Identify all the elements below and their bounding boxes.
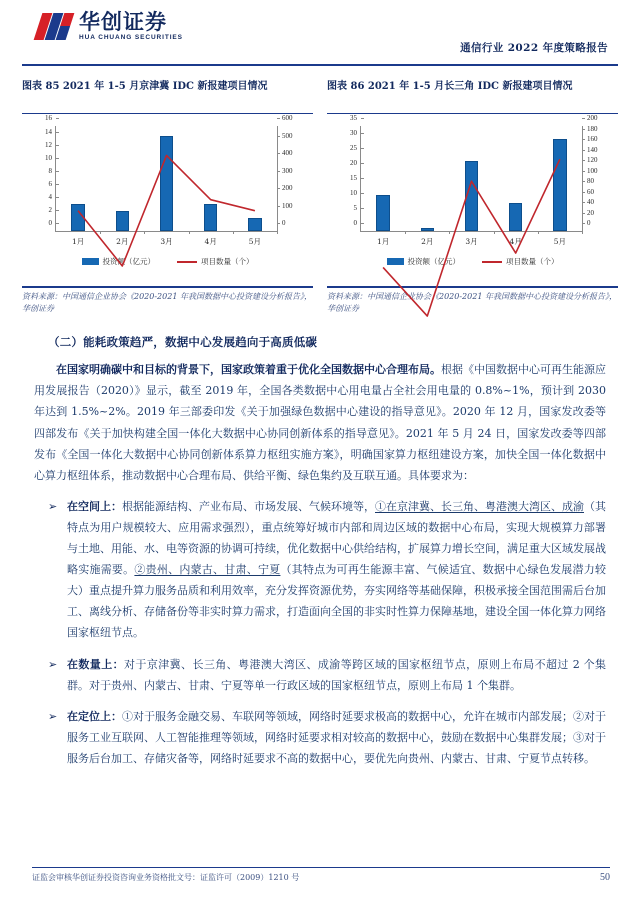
logo-name-cn: 华创证券 <box>79 10 167 34</box>
page-footer <box>0 867 640 883</box>
section-heading: （二）能耗政策趋严，数据中心发展趋向于高质低碳 <box>48 335 318 350</box>
legend-label: 投资额（亿元） <box>102 257 155 267</box>
bullet-positioning-text <box>67 706 606 769</box>
x-axis-tick <box>582 231 583 234</box>
y-axis-tick-left: 25 <box>350 144 361 152</box>
bullet-space-c: （其特点为可再生能源丰富、气候适宜、数据中心绿色发展潜力较大）重点提升算力服务品质和利用效率，充分发挥资源优势，夯实网络等基础保障，积极承接全国范围需后台加工、离线分析、存储备份等非实时算力需求，打造面向全国的非实时性算力保障基地，建设全国一体化算力网络国家枢纽节点。 <box>67 563 607 640</box>
bullet-space-text <box>67 496 606 644</box>
bullet-quantity-lead: 在数量上： <box>67 657 125 671</box>
x-axis-label: 5月 <box>553 237 567 247</box>
bullet-marker-icon: ➢ <box>48 709 58 723</box>
report-title: 通信行业 2022 年度策略报告 <box>460 42 608 54</box>
chart-line-series <box>361 126 582 347</box>
body-content <box>0 316 640 769</box>
bullet-space-underline-b: ②贵州、内蒙古、甘肃、宁夏 <box>134 563 281 577</box>
y-axis-tick-right: 100 <box>582 167 598 175</box>
y-axis-tick-left: 10 <box>45 154 56 162</box>
figure-85-title: 图表 85 2021 年 1-5 月京津冀 IDC 新报建项目情况 <box>22 81 268 92</box>
y-axis-tick-left: 4 <box>49 193 57 201</box>
figure-85 <box>22 80 313 316</box>
x-axis-label: 3月 <box>465 237 478 247</box>
y-axis-tick-left: 14 <box>45 128 56 136</box>
y-axis-tick-left: 0 <box>49 219 57 227</box>
logo-mark-icon <box>38 13 72 40</box>
y-axis-tick-right: 400 <box>277 149 293 157</box>
y-axis-tick-right: 100 <box>277 202 293 210</box>
figure-85-chart <box>22 114 313 286</box>
y-axis-tick-left: 20 <box>350 159 361 167</box>
y-axis-tick-right: 20 <box>582 209 594 217</box>
y-axis-tick-left: 12 <box>45 141 56 149</box>
bullet-space-lead: 在空间上： <box>67 499 122 513</box>
y-axis-tick-right: 120 <box>582 156 598 164</box>
y-axis-tick-left: 10 <box>350 189 361 197</box>
bullet-space-b: （其特点为用户规模较大、应用需求强烈），重点统筹好城市内部和周边区域的数据中心布局，实现大规模算力部署与土地、用能、水、电等资源的协调可持续，优化数据中心供给结构，扩展算力增长空间，满足重大区域发展战略实施需要。 <box>67 499 606 577</box>
bullet-item-positioning <box>34 706 606 769</box>
bullet-space-a: 根据能源结构、产业布局、市场发展、气候环境等， <box>122 499 375 513</box>
y-axis-tick-right: 160 <box>582 135 598 143</box>
y-axis-tick-left: 5 <box>354 204 362 212</box>
figure-86-title: 图表 86 2021 年 1-5 月长三角 IDC 新报建项目情况 <box>327 81 573 92</box>
legend-label: 项目数量（个） <box>506 257 559 267</box>
x-axis-label: 3月 <box>160 237 173 247</box>
y-axis-tick-right: 40 <box>582 198 594 206</box>
x-axis-tick <box>277 231 278 234</box>
y-axis-tick-right: 500 <box>277 132 293 140</box>
figures-row <box>0 66 640 316</box>
y-axis-tick-left: 6 <box>49 180 57 188</box>
x-axis-label: 4月 <box>509 237 522 247</box>
y-axis-tick-right: 60 <box>582 188 594 196</box>
legend-label: 项目数量（个） <box>201 257 254 267</box>
figure-86 <box>327 80 618 316</box>
y-axis-tick-right: 0 <box>582 219 591 227</box>
lead-paragraph <box>34 359 606 486</box>
y-axis-tick-right: 600 <box>277 114 293 122</box>
y-axis-tick-left: 16 <box>45 114 56 122</box>
bullet-positioning-lead: 在定位上： <box>67 709 122 723</box>
y-axis-tick-right: 300 <box>277 167 293 175</box>
figure-85-source: 资料来源：中国通信企业协会《2020-2021 年我国数据中心投资建设分析报告》，华创证券 <box>22 291 312 314</box>
bullet-quantity-a: 对于京津冀、长三角、粤港澳大湾区、成渝等跨区域的国家枢纽节点，原则上布局不超过 2 个集群。对于贵州、内蒙古、甘肃、宁夏等单一行政区域的国家枢纽节点，原则上布局 1 个集群。 <box>67 657 606 692</box>
page-header <box>0 0 640 62</box>
y-axis-tick-left: 2 <box>49 206 57 214</box>
y-axis-tick-right: 180 <box>582 125 598 133</box>
x-axis-label: 4月 <box>204 237 217 247</box>
bullet-marker-icon: ➢ <box>48 657 58 671</box>
bullet-space-underline-a: ①在京津冀、长三角、粤港澳大湾区、成渝 <box>375 499 584 513</box>
company-logo <box>38 12 183 42</box>
bullet-quantity-text <box>67 654 606 696</box>
logo-name-en: HUA CHUANG SECURITIES <box>79 34 183 41</box>
y-axis-tick-left: 15 <box>350 174 361 182</box>
y-axis-tick-right: 80 <box>582 177 594 185</box>
footer-disclaimer: 证监会审核华创证券投资咨询业务资格批文号：证监许可（2009）1210 号 <box>32 873 300 882</box>
figure-86-plot <box>350 114 598 247</box>
x-axis-label: 2月 <box>421 237 434 247</box>
bullet-positioning-a: ①对于服务金融交易、车联网等领域，网络时延要求极高的数据中心，允许在城市内部发展；②对于服务工业互联网、人工智能推理等领域，网络时延要求相对较高的数据中心，鼓励在数据中心集群发展；③对于服务后台加工、存储灾备等，网络时延要求不高的数据中心，要优先向贵州、内蒙古、甘肃、宁夏节点转移。 <box>67 709 606 766</box>
y-axis-tick-left: 0 <box>354 219 362 227</box>
page-number: 50 <box>600 872 610 883</box>
lead-paragraph-bold: 在国家明确碳中和目标的背景下，国家政策着重于优化全国数据中心合理布局。 <box>56 363 441 377</box>
y-axis-tick-left: 8 <box>49 167 57 175</box>
x-axis-label: 1月 <box>71 237 85 247</box>
y-axis-tick-right: 140 <box>582 146 598 154</box>
y-axis-tick-right: 200 <box>277 184 293 192</box>
figure-86-source: 资料来源：中国通信企业协会《2020-2021 年我国数据中心投资建设分析报告》，华创证券 <box>327 291 617 314</box>
y-axis-tick-right: 200 <box>582 114 598 122</box>
x-axis-label: 2月 <box>116 237 129 247</box>
chart-line-series <box>56 126 277 347</box>
y-axis-tick-left: 30 <box>350 129 361 137</box>
figure-86-chart <box>327 114 618 286</box>
bullet-marker-icon: ➢ <box>48 499 58 513</box>
y-axis-tick-left: 35 <box>350 114 361 122</box>
footer-divider <box>32 867 610 868</box>
legend-label: 投资额（亿元） <box>407 257 460 267</box>
bullet-item-space <box>34 496 606 644</box>
x-axis-label: 5月 <box>248 237 262 247</box>
bullet-item-quantity <box>34 654 606 696</box>
x-axis-label: 1月 <box>376 237 390 247</box>
y-axis-tick-right: 0 <box>277 219 286 227</box>
lead-paragraph-rest: 根据《中国数据中心可再生能源应用发展报告（2020）》显示，截至 2019 年，全国各类数据中心用电量占全社会用电量的 0.8%~1%，预计到 2030 年达到 1.5%~2%。2019 年三部委印发《关于加强绿色数据中心建设的指导意见》。2020 年 12 月，国家发改委等四部发布《关于加快构建全国一体化大数据中心协同创新体系的指导意见》。2021 年 5 月 24 日，国家发改委等四部发布《全国一体化大数据中心协同创新体系算力枢纽实施方案》，明确国家算力枢纽建设方案，加快全国一体化数据中心算力枢纽体系，推动数据中心合理布局、供给平衡、绿色集约及互联互通。具体要求为： <box>34 363 606 482</box>
figure-85-plot <box>45 114 293 247</box>
